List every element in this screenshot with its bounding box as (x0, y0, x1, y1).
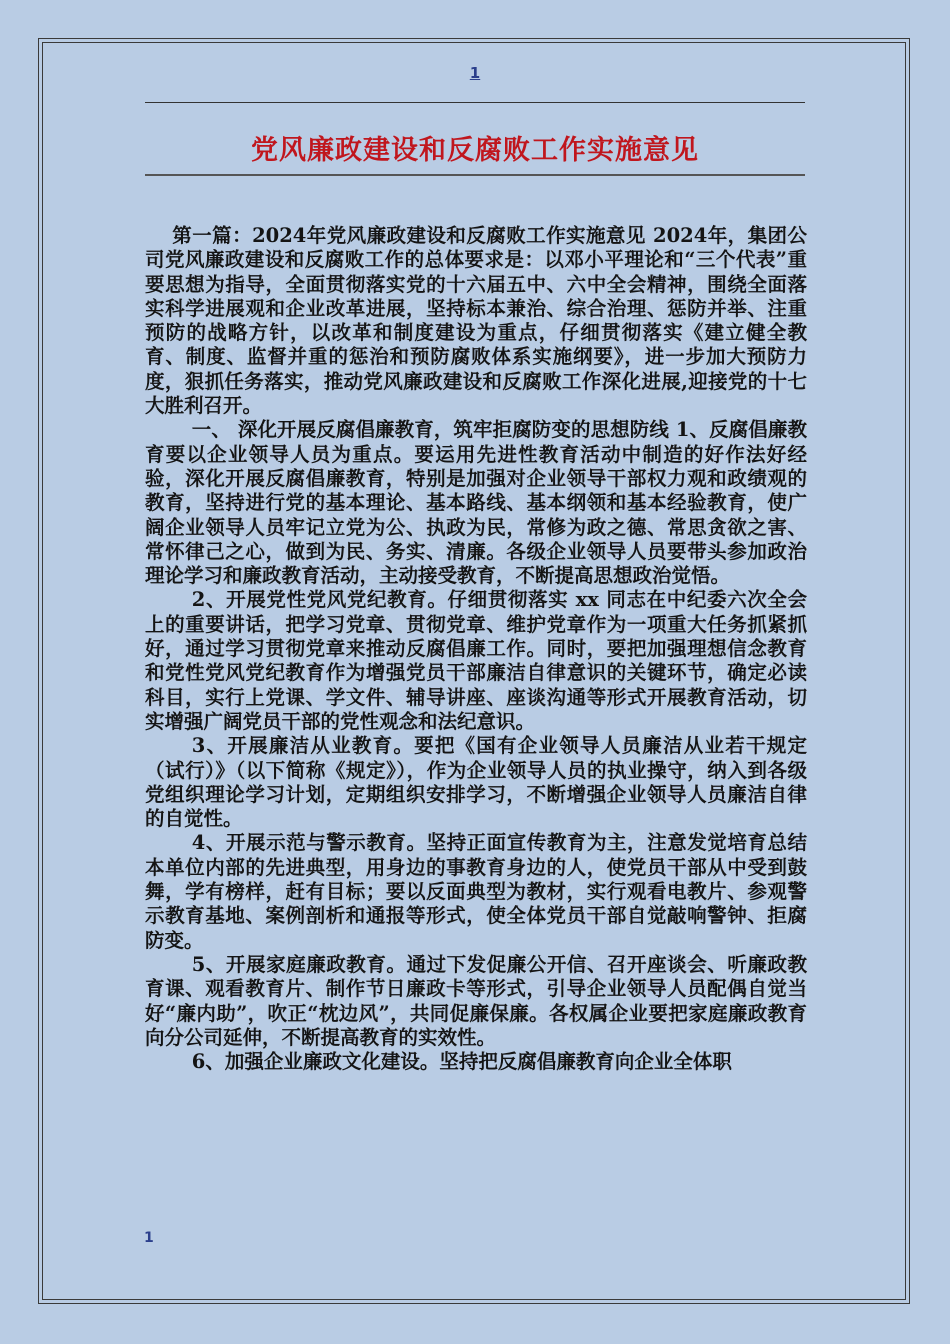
document-body (145, 224, 807, 1074)
paragraph-1: 第一篇：2024年党风廉政建设和反腐败工作实施意见 2024年，集团公司党风廉政建设和反腐败工作的总体要求是：以邓小平理论和“三个代表”重要思想为指导，全面贯彻落实党的十六届五中、六中全会精神，围绕全面落实科学进展观和企业改革进展，坚持标本兼治、综合治理、惩防并举、注重预防的战略方针，以改革和制度建设为重点，仔细贯彻落实《建立健全教育、制度、监督并重的惩治和预防腐败体系实施纲要》，进一步加大预防力度，狠抓任务落实，推动党风廉政建设和反腐败工作深化进展,迎接党的十七大胜利召开。 (145, 224, 807, 418)
header-page-number: 1 (469, 64, 481, 82)
footer-page-number: 1 (144, 1230, 154, 1246)
paragraph-2: 一、 深化开展反腐倡廉教育，筑牢拒腐防变的思想防线 1、反腐倡廉教育要以企业领导人员为重点。要运用先进性教育活动中制造的好作法好经验，深化开展反腐倡廉教育，特别是加强对企业领导干部权力观和政绩观的教育，坚持进行党的基本理论、基本路线、基本纲领和基本经验教育，使广阔企业领导人员牢记立党为公、执政为民，常修为政之德、常思贪欲之害、常怀律己之心，做到为民、务实、清廉。各级企业领导人员要带头参加政治理论学习和廉政教育活动，主动接受教育，不断提高思想政治觉悟。 (145, 418, 807, 588)
paragraph-7: 6、加强企业廉政文化建设。坚持把反腐倡廉教育向企业全体职 (191, 1050, 732, 1074)
paragraph-4: 3、开展廉洁从业教育。要把《国有企业领导人员廉洁从业若干规定（试行）》（以下简称《规定》），作为企业领导人员的执业操守，纳入到各级党组织理论学习计划，定期组织安排学习，不断增强企业领导人员廉洁自律的自觉性。 (145, 734, 807, 831)
paragraph-5: 4、开展示范与警示教育。坚持正面宣传教育为主，注意发觉培育总结本单位内部的先进典型，用身边的事教育身边的人，使党员干部从中受到鼓舞，学有榜样，赶有目标；要以反面典型为教材，实行观看电教片、参观警示教育基地、案例剖析和通报等形式，使全体党员干部自觉敲响警钟、拒腐防变。 (145, 831, 807, 952)
paragraph-3: 2、开展党性党风党纪教育。仔细贯彻落实 xx 同志在中纪委六次全会上的重要讲话，把学习党章、贯彻党章、维护党章作为一项重大任务抓紧抓好，通过学习贯彻党章来推动反腐倡廉工作。同时，要把加强理想信念教育和党性党风党纪教育作为增强党员干部廉洁自律意识的关键环节，确定必读科目，实行上党课、学文件、辅导讲座、座谈沟通等形式开展教育活动，切实增强广阔党员干部的党性观念和法纪意识。 (145, 588, 807, 733)
paragraph-6: 5、开展家庭廉政教育。通过下发促廉公开信、召开座谈会、听廉政教育课、观看教育片、制作节日廉政卡等形式，引导企业领导人员配偶自觉当好“廉内助”，吹正“枕边风”，共同促廉保廉。各权属企业要把家庭廉政教育向分公司延伸，不断提高教育的实效性。 (145, 952, 807, 1049)
header-divider (145, 102, 805, 103)
document-title: 党风廉政建设和反腐败工作实施意见 (251, 135, 699, 166)
title-divider (145, 174, 805, 176)
